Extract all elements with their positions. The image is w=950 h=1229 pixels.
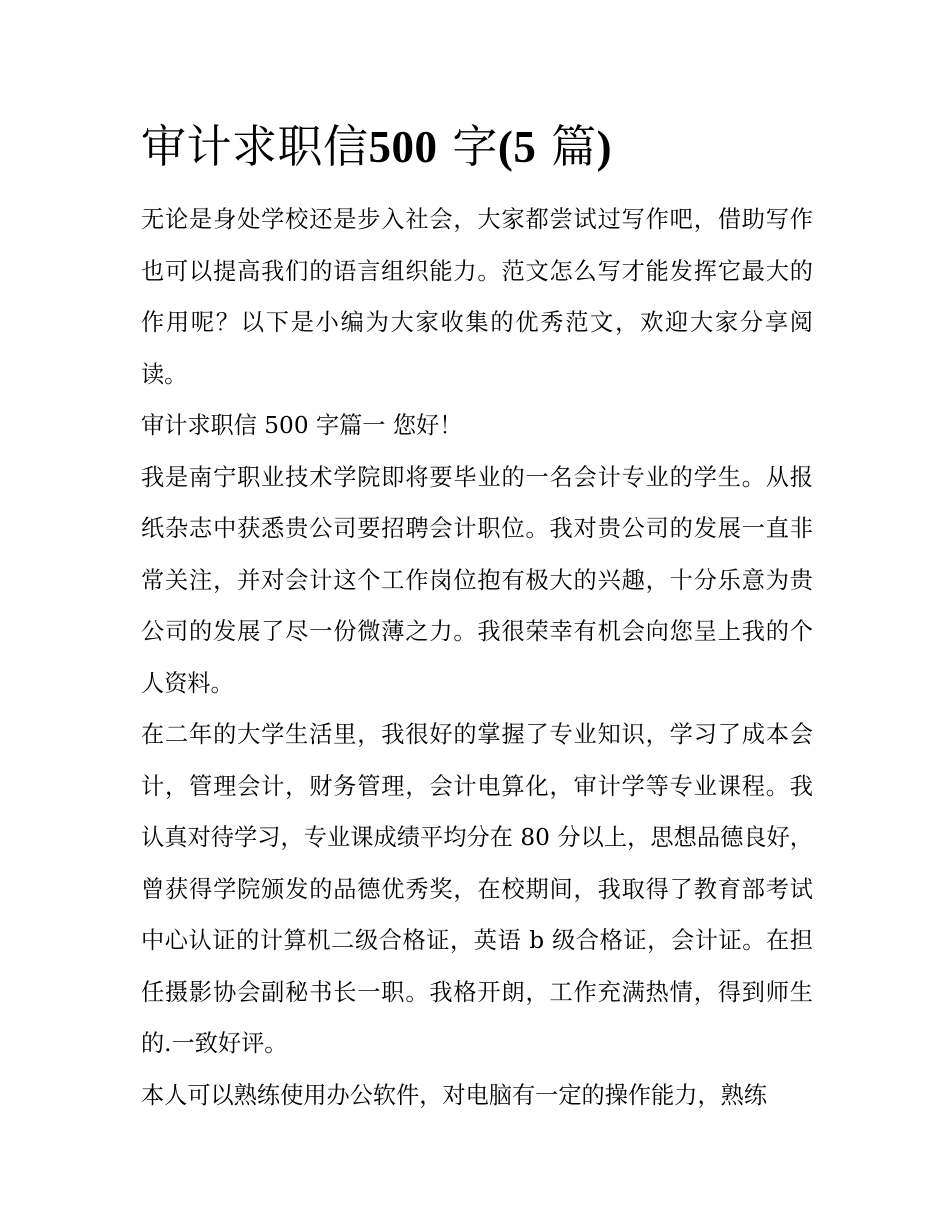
title-part: 字 [452,120,498,173]
paragraph-intro: 无论是身处学校还是步入社会，大家都尝试过写作吧，借助写作也可以提高我们的语言组织能力。范文怎么写才能发挥它最大的作用呢？以下是小编为大家收集的优秀范文，欢迎大家分享阅读。 [141,206,813,388]
title-part: 篇 [551,120,597,173]
paragraph-body: 本人可以熟练使用办公软件，对电脑有一定的操作能力，熟练 [141,1081,768,1109]
title-part: 审计求职信 [141,120,369,173]
title-part: (5 [497,122,537,172]
document-body [141,118,813,1121]
paragraph-body: 在二年的大学生活里，我很好的掌握了专业知识，学习了成本会计，管理会计，财务管理，会计电算化，审计学等专业课程。我认真对待学习，专业课成绩平均分在 80 分以上，思想品德良好，曾获得学院颁发的品德优秀奖，在校期间，我取得了教育部考试中心认证的计算机二级合格证，英语 b 级合格证，会计证。在担任摄影协会副秘书长一职。我格开朗，工作充满热情，得到师生的.一致好评。 [141,721,813,1057]
title-part: ) [596,122,613,172]
document-title [141,118,813,176]
section-heading: 审计求职信 500 字篇一 您好！ [141,412,463,439]
title-part: 500 [368,122,438,172]
paragraph-body: 我是南宁职业技术学院即将要毕业的一名会计专业的学生。从报纸杂志中获悉贵公司要招聘会计职位。我对贵公司的发展一直非常关注，并对会计这个工作岗位抱有极大的兴趣，十分乐意为贵公司的发展了尽一份微薄之力。我很荣幸有机会向您呈上我的个人资料。 [141,463,813,697]
